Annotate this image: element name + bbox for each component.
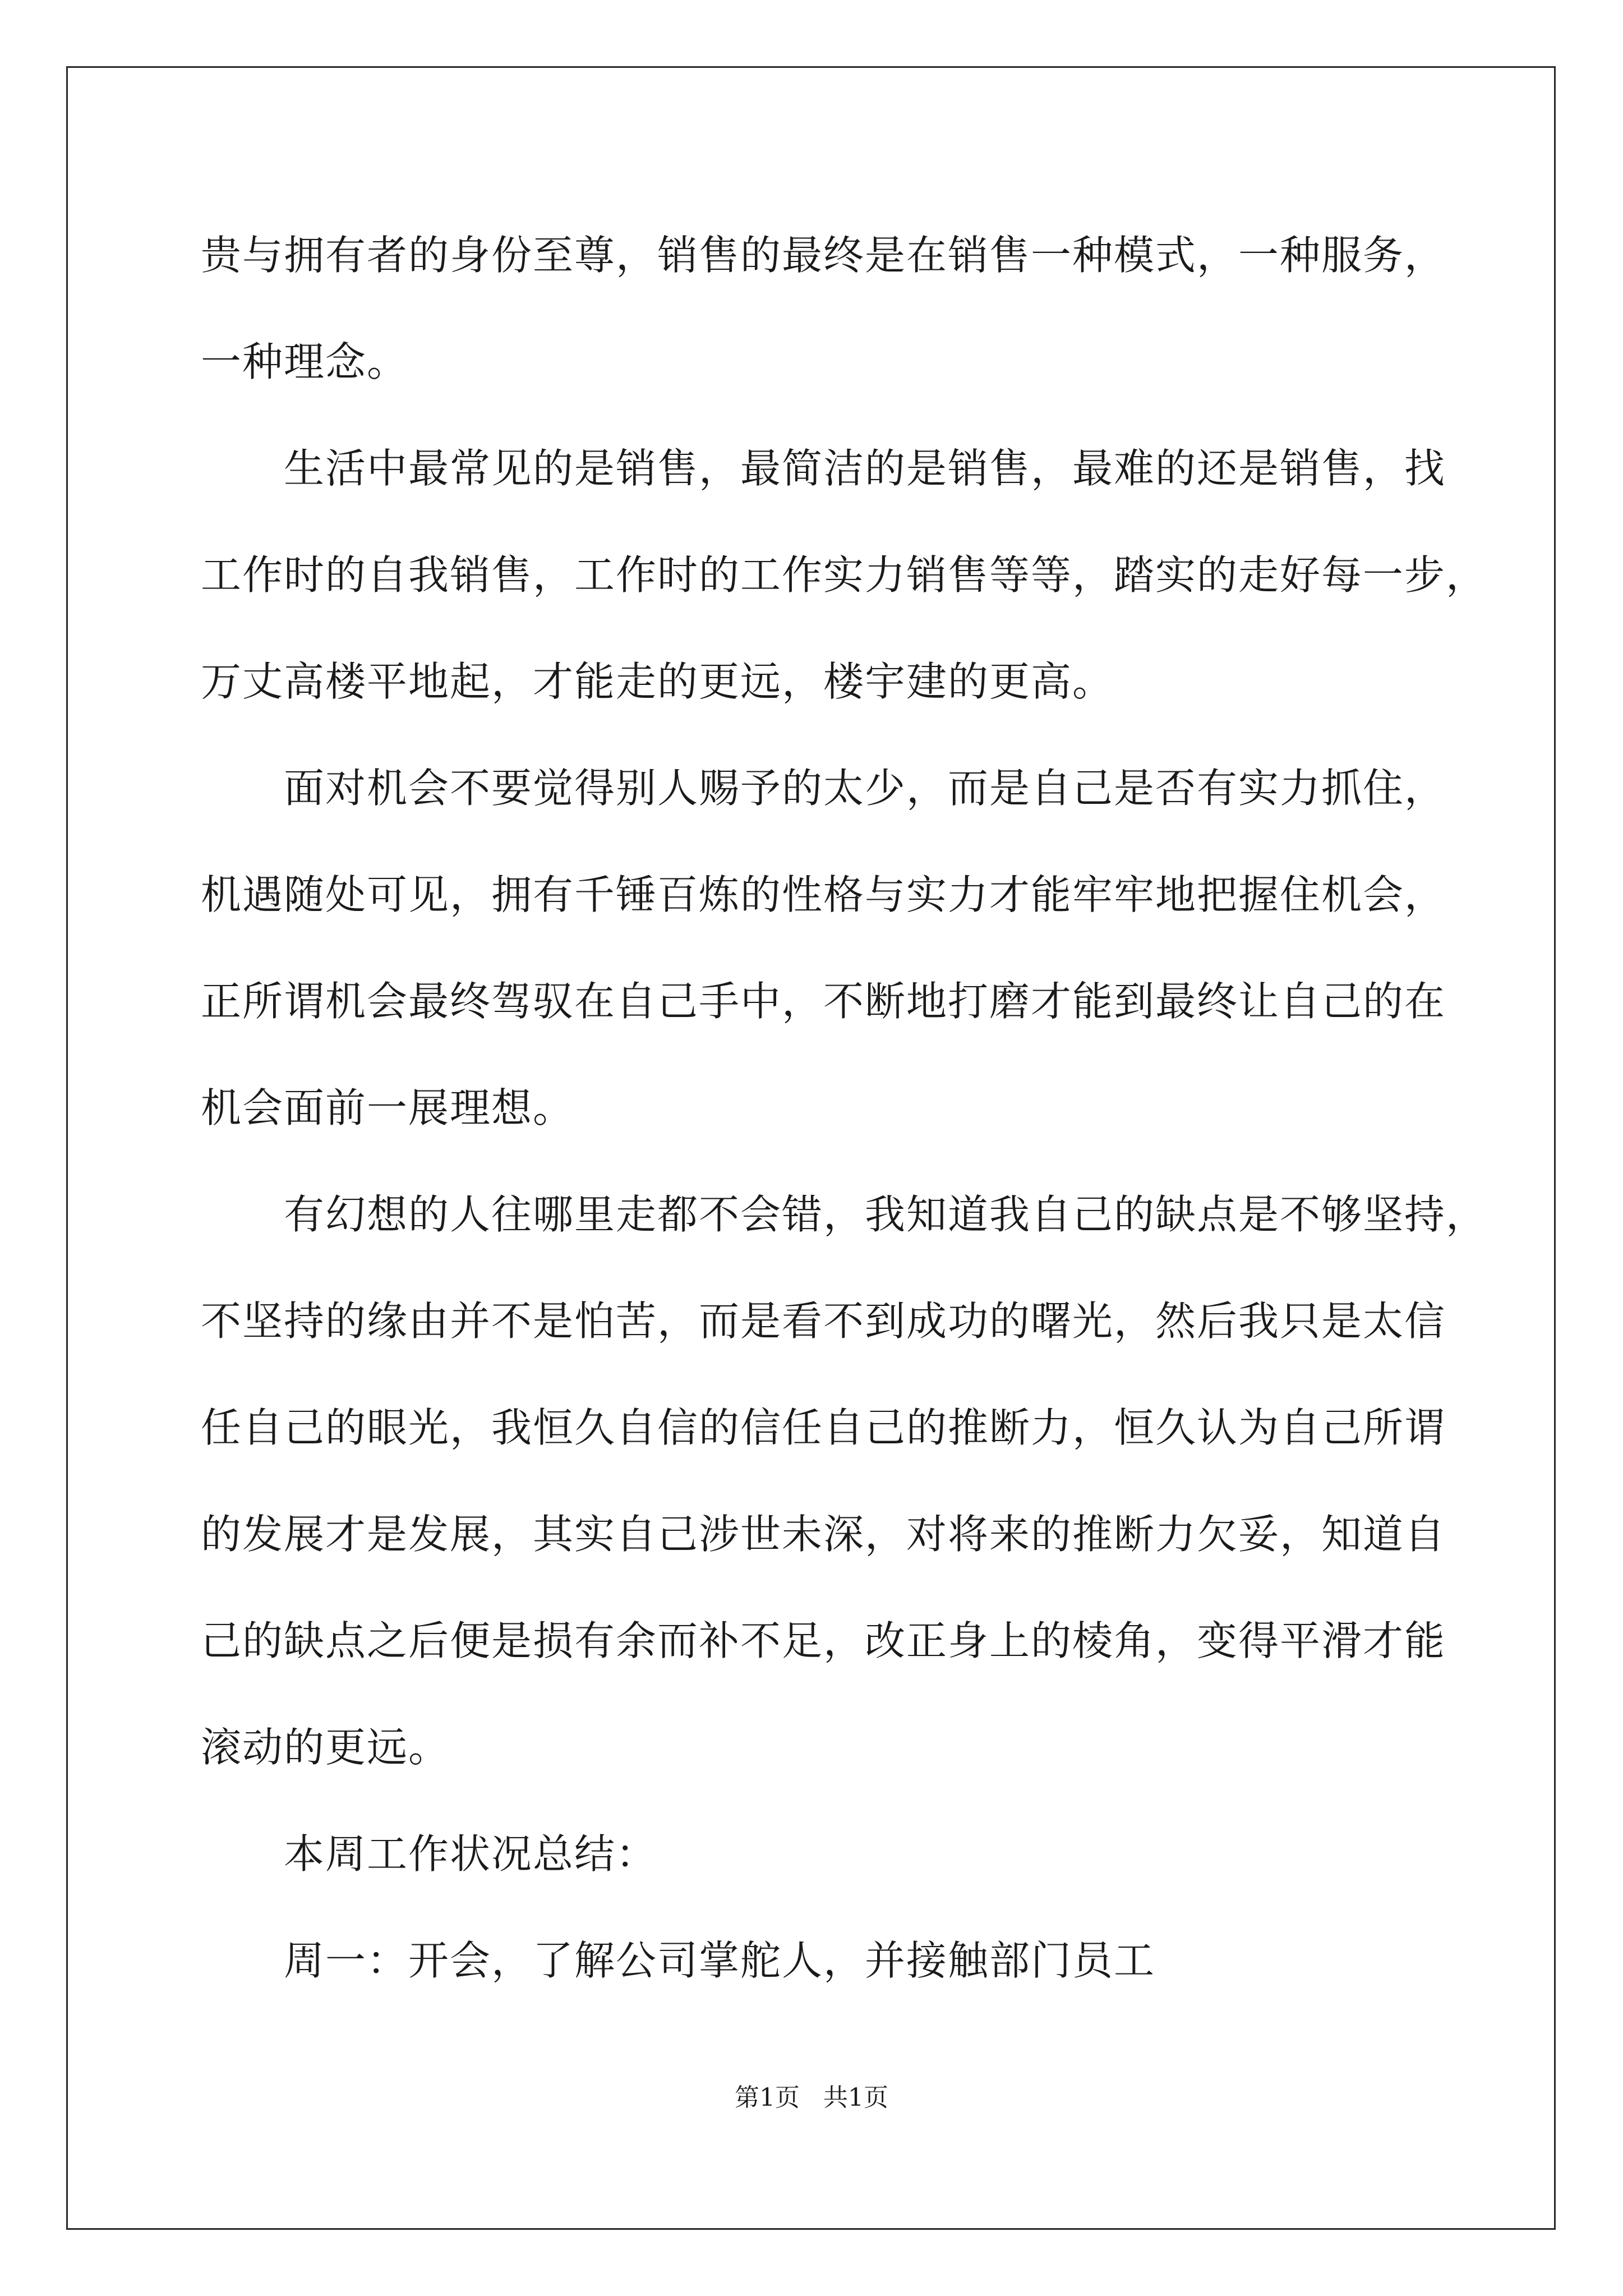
- text-line: 生活中最常见的是销售，最简洁的是销售，最难的还是销售，找: [284, 445, 1446, 492]
- text-line: 一种理念。: [201, 338, 409, 385]
- text-line: 本周工作状况总结：: [284, 1830, 658, 1878]
- text-line: 滚动的更远。: [201, 1724, 450, 1771]
- text-line: 万丈高楼平地起，才能走的更远，楼宇建的更高。: [201, 658, 1114, 705]
- document-body: [201, 202, 1488, 2014]
- text-line: 己的缺点之后便是损有余而补不足，改正身上的棱角，变得平滑才能: [201, 1617, 1446, 1664]
- text-line: 周一：开会，了解公司掌舵人，并接触部门员工: [284, 1937, 1156, 1984]
- text-line: 有幻想的人往哪里走都不会错，我知道我自己的缺点是不够坚持，: [284, 1191, 1488, 1238]
- text-line: 的发展才是发展，其实自己涉世未深，对将来的推断力欠妥，知道自: [201, 1511, 1446, 1558]
- text-line: 工作时的自我销售，工作时的工作实力销售等等，踏实的走好每一步，: [201, 551, 1488, 599]
- text-line: 正所谓机会最终驾驭在自己手中，不断地打磨才能到最终让自己的在: [201, 978, 1446, 1025]
- text-line: 面对机会不要觉得别人赐予的太少，而是自己是否有实力抓住，: [284, 765, 1446, 812]
- text-line: 贵与拥有者的身份至尊，销售的最终是在销售一种模式，一种服务，: [201, 232, 1446, 279]
- page-footer: 第1页 共1页: [735, 2083, 888, 2112]
- text-line: 不坚持的缘由并不是怕苦，而是看不到成功的曙光，然后我只是太信: [201, 1297, 1446, 1345]
- text-line: 机遇随处可见，拥有千锤百炼的性格与实力才能牢牢地把握住机会，: [201, 871, 1446, 918]
- text-line: 机会面前一展理想。: [201, 1084, 575, 1131]
- text-line: 任自己的眼光，我恒久自信的信任自己的推断力，恒久认为自己所谓: [201, 1404, 1446, 1451]
